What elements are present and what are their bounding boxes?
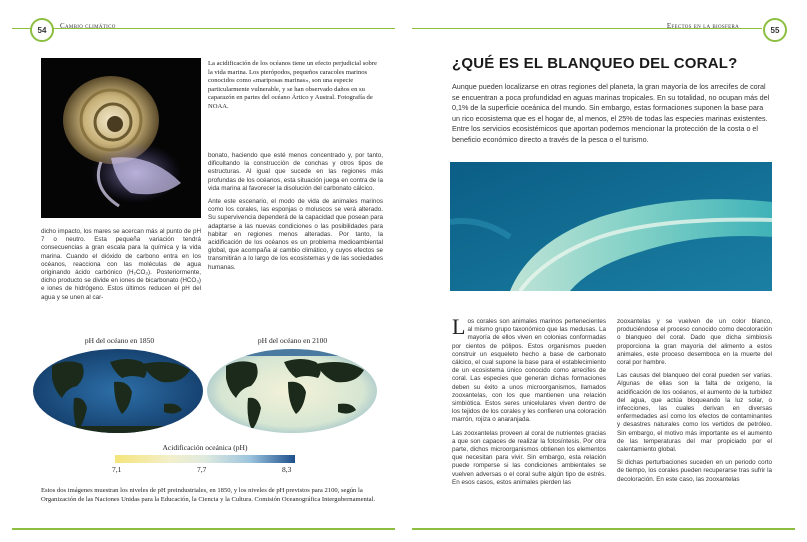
- section-intro: Aunque pueden localizarse en otras regiones del planeta, la gran mayoría de los arrecifes de coral se encuentran a poca profundidad en aguas marinas tropicales. En su totalidad, no ocupan más del 0,1% de la superficie oceánica del mundo. Sin embargo, estas formaciones suponen la base para un rico ecosistema que es el hogar de, al menos, el 25% de todas las especies marinas existentes. Entre los servicios ecosistémicos que aportan podemos mencionar la protección de la costa o el beneficio económico directo a través de la pesca o el turismo.: [452, 82, 770, 144]
- map-1850-label: pH del océano en 1850: [84, 336, 155, 345]
- right-column-1: [452, 314, 606, 492]
- right-column-1-paragraph-2: Las zooxantelas proveen al coral de nutrientes gracias a que son capaces de realizar la fotosíntesis. Por otra parte, dichos microorganismos obtienen los elementos que necesitan para vivir. Sin embargo, esta relación puede romperse si las condiciones ambientales se vuelven adversas o el coral sufre algún tipo de estrés. En esos casos, estos animales pierden las: [452, 429, 606, 486]
- right-column-2-paragraph-3: Si dichas perturbaciones suceden en un periodo corto de tiempo, los corales pueden recuperarse tras sufrir la decoloración. En este caso, las zooxantelas: [617, 459, 772, 483]
- right-column-2-paragraph-1: zooxantelas y se vuelven de un color blanco, produciéndose el proceso conocido como decoloración o blanqueo del coral. Dado que dicha simbiosis proporciona la gran mayoría del alimento a estos animales, este proceso desemboca en la muerte del coral por hambre.: [617, 318, 772, 367]
- left-page-number: 54: [30, 18, 54, 42]
- right-footer-rule: [412, 528, 795, 530]
- world-map-2100-icon: [206, 348, 378, 434]
- snail-caption: La acidificación de los océanos tiene un efecto perjudicial sobre la vida marina. Los pterópodos, pequeños caracoles marinos conocidos como «mariposas marinas», son una especie particularmente vulnerable, y se han observado daños en su caparazón en partes del océano Ártico y Austral. Fotografía de NOAA.: [208, 60, 377, 110]
- left-header-title: Cambio climático: [60, 22, 116, 30]
- right-header-title: Efectos en la biosfera: [666, 22, 739, 30]
- maps-caption: Estos dos imágenes muestran los niveles de pH preindustriales, en 1850, y los niveles de pH previstos para 2100, según la Organización de las Naciones Unidas para la Educación, la Ciencia y la Cultura. Comisión Oceanográfica Intergubernamental.: [41, 487, 376, 503]
- legend-title: Acidificación oceánica (pH): [162, 443, 248, 452]
- left-column-1: [41, 228, 201, 307]
- map-1850: [32, 348, 204, 434]
- map-2100: [206, 348, 378, 434]
- right-column-2: [617, 318, 772, 489]
- right-page-number: 55: [763, 18, 787, 42]
- drop-cap: L: [452, 314, 466, 339]
- pteropod-photo: [41, 58, 201, 218]
- left-column-2-paragraph-2: Ante este escenario, el modo de vida de animales marinos como los corales, las esponjas o moluscos se verá alterado. Su supervivencia dependerá de la capacidad que posean para adaptarse a las nuevas condiciones o las posibilidades para habitar en regiones menos alteradas. Por tanto, la acidificación de los océanos es un problema medioambiental global, que acompaña al cambio climático, y cuyos efectos se transmitirán a lo largo de los ecosistemas y de las sociedades humanas.: [208, 198, 383, 271]
- ph-color-scale: [115, 455, 295, 463]
- world-map-1850-icon: [32, 348, 204, 434]
- sea-snail-illustration: [41, 58, 201, 218]
- left-column-2: [208, 152, 383, 277]
- coral-reef-photo: [450, 162, 772, 291]
- legend-tick-mid: 7,7: [197, 465, 207, 474]
- right-column-1-paragraph-1: [452, 314, 606, 425]
- map-2100-label: pH del océano en 2100: [257, 336, 328, 345]
- right-column-1-paragraph-1-text: os corales son animales marinos pertenecientes al mismo grupo taxonómico que las medusas. La mayoría de ellos viven en colonias conformadas por cientos de pólipos. Estos organismos pueden construir un esqueleto hecho a base de carbonato cálcico, el cual supone la base para el establecimiento de un ecosistema único conocido como arrecifes de coral. Las especies que generan dichas formaciones deben su éxito a unos microorganismos, llamados zooxantelas, con los que mantienen una relación simbiótica. Estos seres unicelulares viven dentro de los tejidos de los corales y les confieren una coloración marrón, rojiza o anaranjada.: [452, 318, 606, 424]
- left-footer-rule: [12, 528, 395, 530]
- section-title: ¿QUÉ ES EL BLANQUEO DEL CORAL?: [452, 55, 738, 72]
- coral-reef-aerial-illustration: [450, 162, 772, 291]
- legend-tick-max: 8,3: [282, 465, 292, 474]
- left-column-2-paragraph-1: bonato, haciendo que esté menos concentrado y, por tanto, dificultando la construcción de conchas y otros tipos de estructuras. Al igual que sucede en las regiones más profundas de los océanos, esta situación juega en contra de la vida marina al favorecer la disolución del carbonato cálcico.: [208, 152, 383, 192]
- legend-tick-min: 7,1: [112, 465, 122, 474]
- left-column-1-paragraph: dicho impacto, los mares se acercan más al punto de pH 7 o neutro. Esta pequeña variación tendrá consecuencias a gran escala para la química y la vida marina. Cuando el dióxido de carbono entra en los océanos, reacciona con las moléculas de agua originando ácido carbónico (H₂CO₃). Posteriormente, dicho producto se divide en iones de bicarbonato (HCO₃) e iones de hidrógeno. Estos últimos reducen el pH del agua y se unen al car-: [41, 228, 201, 301]
- right-column-2-paragraph-2: Las causas del blanqueo del coral pueden ser varias. Algunas de ellas son la falta de oxígeno, la acidificación de los océanos, el aumento de la turbidez del agua, que actúa bloqueando la luz solar, o infecciones, las cuales derivan en diversas enfermedades así como los efectos de contaminantes y desastres naturales como los vertidos de petróleo. Sin embargo, el motivo más importante es el aumento de las temperaturas del mar propiciado por el calentamiento global.: [617, 372, 772, 454]
